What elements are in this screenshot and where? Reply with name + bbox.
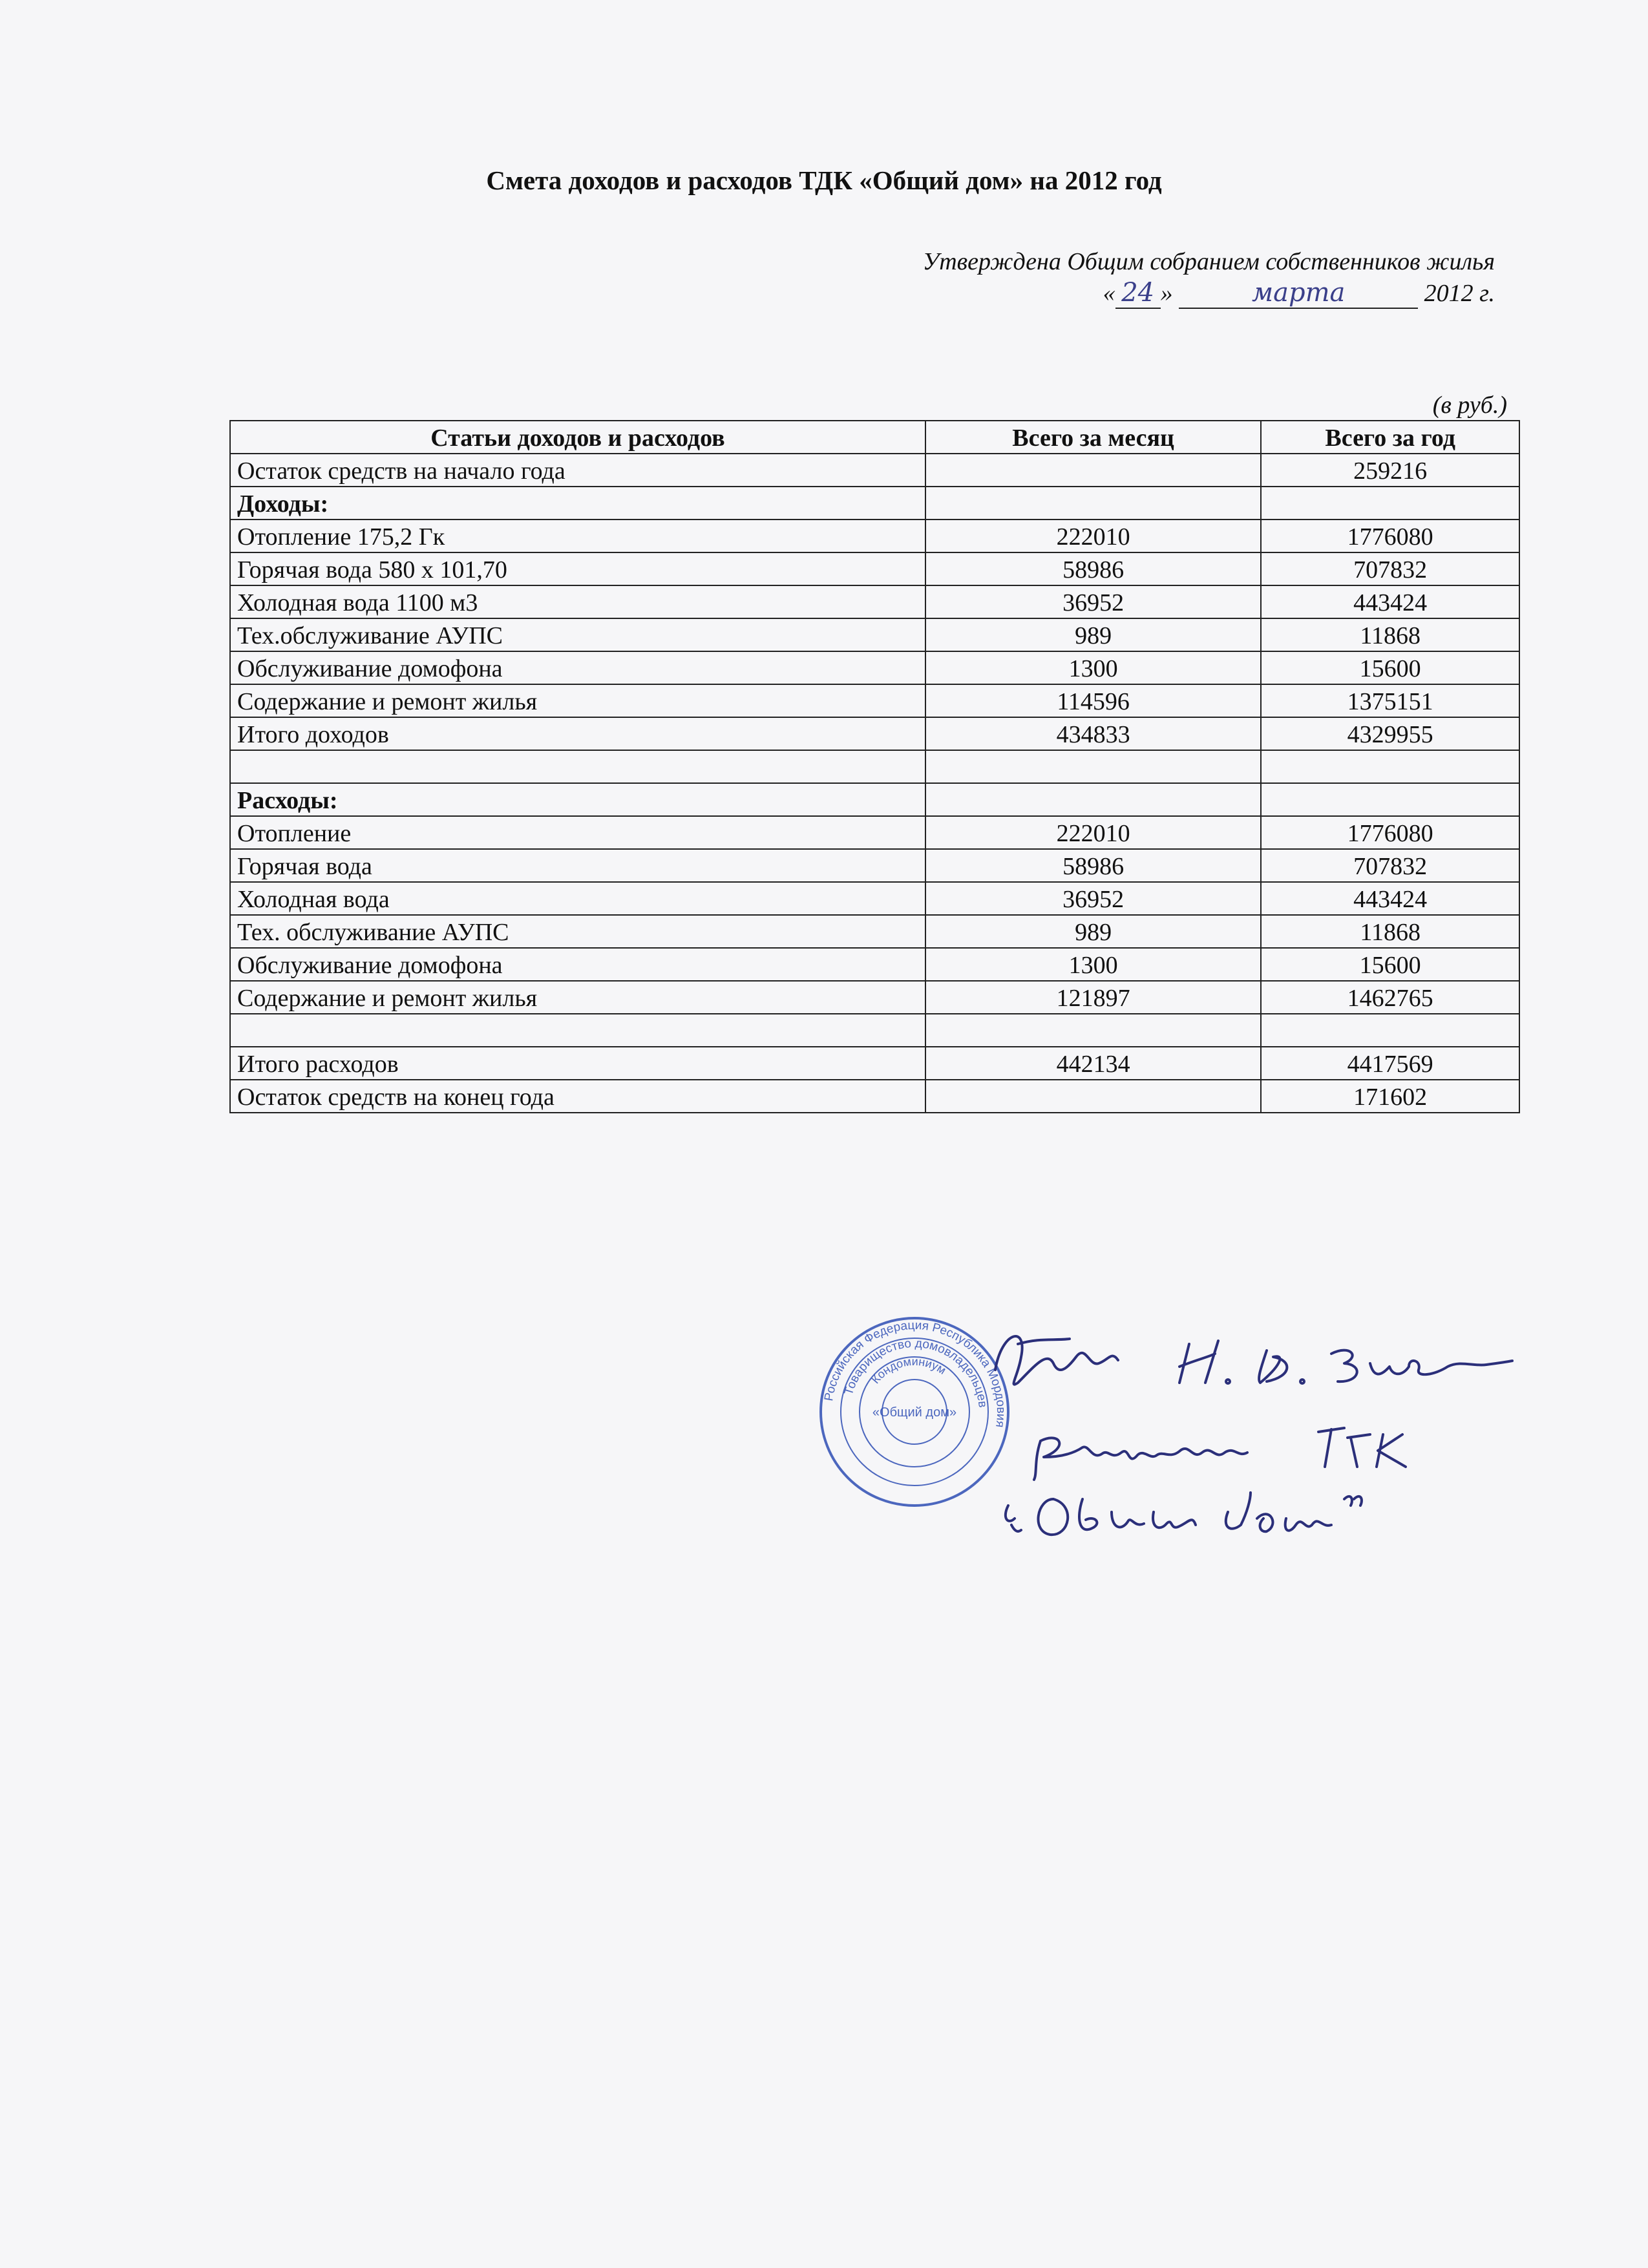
row-item-name: Горячая вода 580 х 101,70 xyxy=(230,552,925,585)
row-month-value: 434833 xyxy=(925,717,1261,750)
row-year-value: 11868 xyxy=(1261,618,1519,651)
row-year-value: 15600 xyxy=(1261,651,1519,684)
row-year-value xyxy=(1261,487,1519,520)
row-month-value: 222010 xyxy=(925,816,1261,849)
stamp-inner-text: Кондоминиум xyxy=(869,1354,949,1387)
table-row xyxy=(230,651,1519,684)
row-year-value: 707832 xyxy=(1261,849,1519,882)
row-item-name xyxy=(230,1014,925,1047)
approval-line: Утверждена Общим собранием собственников жилья xyxy=(922,248,1495,275)
row-month-value: 989 xyxy=(925,915,1261,948)
row-month-value: 1300 xyxy=(925,948,1261,981)
row-year-value: 1776080 xyxy=(1261,816,1519,849)
row-month-value: 114596 xyxy=(925,684,1261,717)
row-item-name: Горячая вода xyxy=(230,849,925,882)
row-year-value: 1776080 xyxy=(1261,520,1519,552)
table-row xyxy=(230,816,1519,849)
row-month-value xyxy=(925,750,1261,783)
row-item-name: Расходы: xyxy=(230,783,925,816)
row-month-value: 442134 xyxy=(925,1047,1261,1080)
row-year-value xyxy=(1261,783,1519,816)
budget-table xyxy=(229,420,1520,1113)
header-month-total: Всего за месяц xyxy=(925,421,1261,454)
row-item-name: Тех.обслуживание АУПС xyxy=(230,618,925,651)
row-month-value: 1300 xyxy=(925,651,1261,684)
table-row xyxy=(230,717,1519,750)
stamp-outer-text: Российская Федерация Республика Мордовия xyxy=(822,1318,1008,1429)
row-year-value: 443424 xyxy=(1261,585,1519,618)
row-item-name: Итого доходов xyxy=(230,717,925,750)
row-month-value: 58986 xyxy=(925,849,1261,882)
date-year: 2012 г. xyxy=(1424,280,1495,307)
row-item-name xyxy=(230,750,925,783)
row-month-value: 36952 xyxy=(925,882,1261,915)
row-item-name: Отопление 175,2 Гк xyxy=(230,520,925,552)
date-close-quote: » xyxy=(1160,280,1173,307)
row-month-value: 222010 xyxy=(925,520,1261,552)
row-month-value xyxy=(925,1080,1261,1113)
table-row xyxy=(230,981,1519,1014)
table-row xyxy=(230,783,1519,816)
row-item-name: Отопление xyxy=(230,816,925,849)
date-month: марта xyxy=(1179,278,1418,309)
table-row xyxy=(230,684,1519,717)
row-month-value xyxy=(925,454,1261,487)
row-year-value: 4417569 xyxy=(1261,1047,1519,1080)
row-month-value: 36952 xyxy=(925,585,1261,618)
row-year-value: 11868 xyxy=(1261,915,1519,948)
row-month-value xyxy=(925,487,1261,520)
row-year-value: 15600 xyxy=(1261,948,1519,981)
approval-date xyxy=(1103,278,1495,309)
row-item-name: Обслуживание домофона xyxy=(230,651,925,684)
row-year-value: 4329955 xyxy=(1261,717,1519,750)
row-item-name: Содержание и ремонт жилья xyxy=(230,684,925,717)
row-item-name: Содержание и ремонт жилья xyxy=(230,981,925,1014)
row-item-name: Итого расходов xyxy=(230,1047,925,1080)
row-year-value: 171602 xyxy=(1261,1080,1519,1113)
row-month-value: 58986 xyxy=(925,552,1261,585)
row-year-value: 443424 xyxy=(1261,882,1519,915)
row-year-value: 259216 xyxy=(1261,454,1519,487)
row-item-name: Доходы: xyxy=(230,487,925,520)
table-body xyxy=(230,454,1519,1113)
row-item-name: Тех. обслуживание АУПС xyxy=(230,915,925,948)
row-month-value xyxy=(925,783,1261,816)
row-item-name: Остаток средств на конец года xyxy=(230,1080,925,1113)
row-month-value: 989 xyxy=(925,618,1261,651)
date-day: 24 xyxy=(1115,278,1161,309)
table-header-row xyxy=(230,421,1519,454)
row-year-value xyxy=(1261,750,1519,783)
table-row xyxy=(230,454,1519,487)
table-row xyxy=(230,750,1519,783)
table-row xyxy=(230,1014,1519,1047)
currency-units: (в руб.) xyxy=(1432,392,1507,419)
table-row xyxy=(230,487,1519,520)
table-row xyxy=(230,915,1519,948)
document-title: Смета доходов и расходов ТДК «Общий дом» на 2012 год xyxy=(486,165,1162,195)
table-row xyxy=(230,1047,1519,1080)
date-open-quote: « xyxy=(1103,280,1115,307)
table-row xyxy=(230,585,1519,618)
row-year-value: 1462765 xyxy=(1261,981,1519,1014)
row-year-value xyxy=(1261,1014,1519,1047)
row-month-value: 121897 xyxy=(925,981,1261,1014)
row-item-name: Холодная вода xyxy=(230,882,925,915)
handwritten-signature xyxy=(956,1305,1538,1615)
table-row xyxy=(230,948,1519,981)
row-item-name: Холодная вода 1100 м3 xyxy=(230,585,925,618)
table-row xyxy=(230,618,1519,651)
row-year-value: 707832 xyxy=(1261,552,1519,585)
row-year-value: 1375151 xyxy=(1261,684,1519,717)
table-row xyxy=(230,1080,1519,1113)
row-item-name: Обслуживание домофона xyxy=(230,948,925,981)
header-items: Статьи доходов и расходов xyxy=(230,421,925,454)
row-item-name: Остаток средств на начало года xyxy=(230,454,925,487)
table-row xyxy=(230,882,1519,915)
row-month-value xyxy=(925,1014,1261,1047)
stamp-middle-text: Товарищество домовладельцев xyxy=(841,1336,989,1409)
header-year-total: Всего за год xyxy=(1261,421,1519,454)
table-row xyxy=(230,552,1519,585)
table-row xyxy=(230,520,1519,552)
table-row xyxy=(230,849,1519,882)
stamp-center-text: «Общий дом» xyxy=(872,1405,957,1420)
